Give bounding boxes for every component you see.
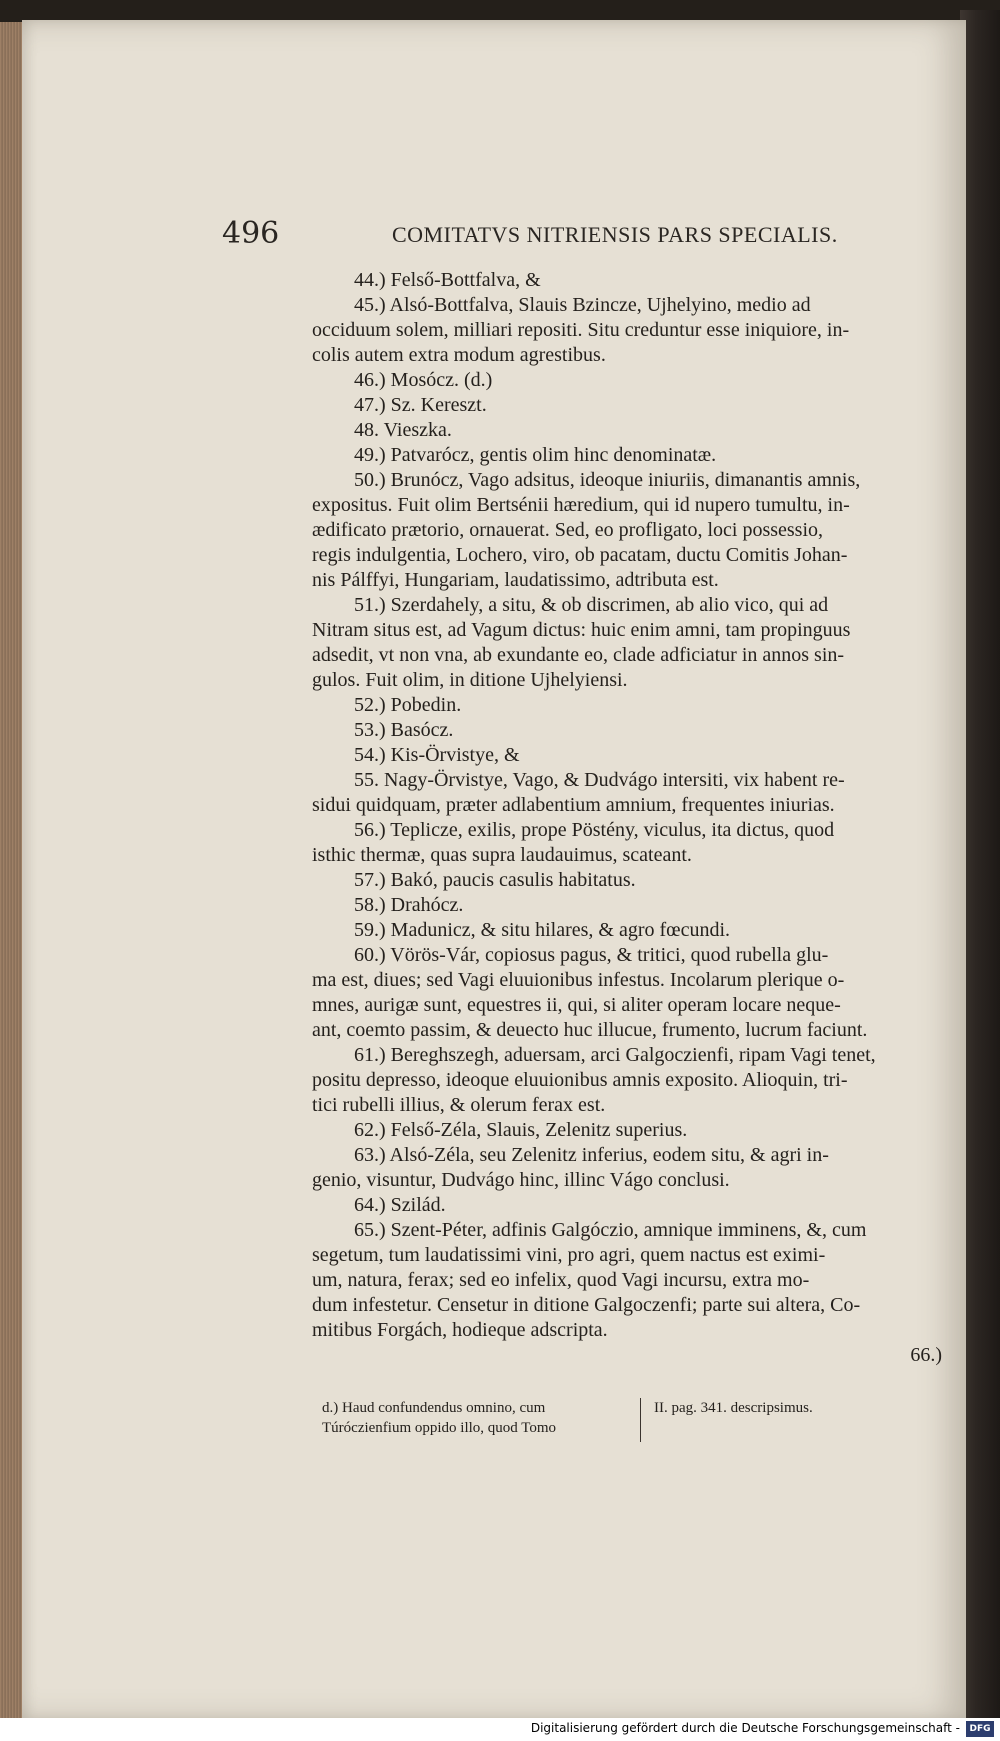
- text-line: ædificato prætorio, ornauerat. Sed, eo profligato, loci possessio,: [312, 519, 824, 541]
- text-line: 60.) Vörös-Vár, copiosus pagus, & tritici, quod rubella glu-: [354, 944, 829, 966]
- page-number: 496: [222, 216, 280, 251]
- book-gutter-edge: [960, 10, 1000, 1720]
- book-page: [22, 20, 966, 1720]
- text-line: adsedit, vt non vna, ab exundante eo, clade adficiatur in annos sin-: [312, 644, 845, 666]
- text-line: colis autem extra modum agrestibus.: [312, 344, 606, 366]
- text-line: mitibus Forgách, hodieque adscripta.: [312, 1319, 608, 1341]
- text-line: 57.) Bakó, paucis casulis habitatus.: [354, 869, 636, 891]
- footnote-column-rule: [640, 1398, 641, 1442]
- footnote-line: Túróczienfium oppido illo, quod Tomo: [322, 1420, 557, 1436]
- digitization-footer: [0, 1718, 1000, 1741]
- footnote-line: II. pag. 341. descripsimus.: [654, 1400, 813, 1416]
- text-line: sidui quidquam, præter adlabentium amnium, frequentes iniurias.: [312, 794, 835, 816]
- catchword: 66.): [910, 1344, 942, 1366]
- text-line: 54.) Kis-Örvistye, &: [354, 744, 520, 766]
- text-line: 63.) Alsó-Zéla, seu Zelenitz inferius, eodem situ, & agri in-: [354, 1144, 829, 1166]
- text-line: positu depresso, ideoque eluuionibus amnis exposito. Alioquin, tri-: [312, 1069, 848, 1091]
- funding-credit: Digitalisierung gefördert durch die Deutsche Forschungsgemeinschaft -: [530, 1721, 960, 1735]
- text-line: tici rubelli illius, & olerum ferax est.: [312, 1094, 606, 1116]
- book-fore-edge: [0, 22, 24, 1722]
- text-line: 53.) Basócz.: [354, 719, 454, 741]
- text-line: 46.) Mosócz. (d.): [354, 369, 493, 391]
- text-line: 44.) Felső-Bottfalva, &: [354, 269, 541, 291]
- text-line: 64.) Szilád.: [354, 1194, 446, 1216]
- text-line: occiduum solem, milliari repositi. Situ creduntur esse iniquiore, in-: [312, 319, 850, 341]
- text-line: ant, coemto passim, & deuecto huc illucue, frumento, lucrum faciunt.: [312, 1019, 868, 1041]
- dfg-logo: DFG: [966, 1721, 994, 1737]
- text-line: nis Pálffyi, Hungariam, laudatissimo, adtributa est.: [312, 569, 719, 591]
- text-line: dum infestetur. Censetur in ditione Galgoczenfi; parte sui altera, Co-: [312, 1294, 861, 1316]
- text-line: ma est, diues; sed Vagi eluuionibus infestus. Incolarum plerique o-: [312, 969, 845, 991]
- text-line: 47.) Sz. Kereszt.: [354, 394, 487, 416]
- text-line: 49.) Patvarócz, gentis olim hinc denominatæ.: [354, 444, 717, 466]
- text-line: gulos. Fuit olim, in ditione Ujhelyiensi.: [312, 669, 628, 691]
- footnote-line: d.) Haud confundendus omnino, cum: [322, 1400, 546, 1416]
- text-line: expositus. Fuit olim Bertsénii hæredium, qui id nupero tumultu, in-: [312, 494, 850, 516]
- footnote-right-column: [654, 1398, 914, 1418]
- text-line: 55. Nagy-Örvistye, Vago, & Dudvágo intersiti, vix habent re-: [354, 769, 845, 791]
- body-text: [312, 268, 962, 1368]
- footnote-left-column: [322, 1398, 622, 1438]
- text-line: mnes, aurigæ sunt, equestres ii, qui, si aliter operam locare neque-: [312, 994, 841, 1016]
- text-line: 45.) Alsó-Bottfalva, Slauis Bzincze, Ujhelyino, medio ad: [354, 294, 811, 316]
- text-line: Nitram situs est, ad Vagum dictus: huic enim amni, tam propinguus: [312, 619, 851, 641]
- text-line: 52.) Pobedin.: [354, 694, 462, 716]
- text-line: 48. Vieszka.: [354, 419, 452, 441]
- text-line: 62.) Felső-Zéla, Slauis, Zelenitz superius.: [354, 1119, 688, 1141]
- text-line: genio, visuntur, Dudvágo hinc, illinc Vágo conclusi.: [312, 1169, 730, 1191]
- text-line: 50.) Brunócz, Vago adsitus, ideoque iniuriis, dimanantis amnis,: [354, 469, 861, 491]
- text-line: 65.) Szent-Péter, adfinis Galgóczio, amnique imminens, &, cum: [354, 1219, 867, 1241]
- text-line: regis indulgentia, Lochero, viro, ob pacatam, ductu Comitis Johan-: [312, 544, 848, 566]
- text-line: um, natura, ferax; sed eo infelix, quod Vagi incursu, extra mo-: [312, 1269, 810, 1291]
- text-line: isthic thermæ, quas supra laudauimus, scateant.: [312, 844, 692, 866]
- text-line: 51.) Szerdahely, a situ, & ob discrimen, ab alio vico, qui ad: [354, 594, 829, 616]
- text-line: 61.) Bereghszegh, aduersam, arci Galgoczienfi, ripam Vagi tenet,: [354, 1044, 876, 1066]
- text-line: 59.) Madunicz, & situ hilares, & agro fœcundi.: [354, 919, 731, 941]
- text-line: 58.) Drahócz.: [354, 894, 464, 916]
- page-header: [22, 212, 966, 262]
- running-title: COMITATVS NITRIENSIS PARS SPECIALIS.: [392, 222, 838, 247]
- text-line: 56.) Teplicze, exilis, prope Pöstény, viculus, ita dictus, quod: [354, 819, 835, 841]
- text-line: segetum, tum laudatissimi vini, pro agri, quem nactus est eximi-: [312, 1244, 826, 1266]
